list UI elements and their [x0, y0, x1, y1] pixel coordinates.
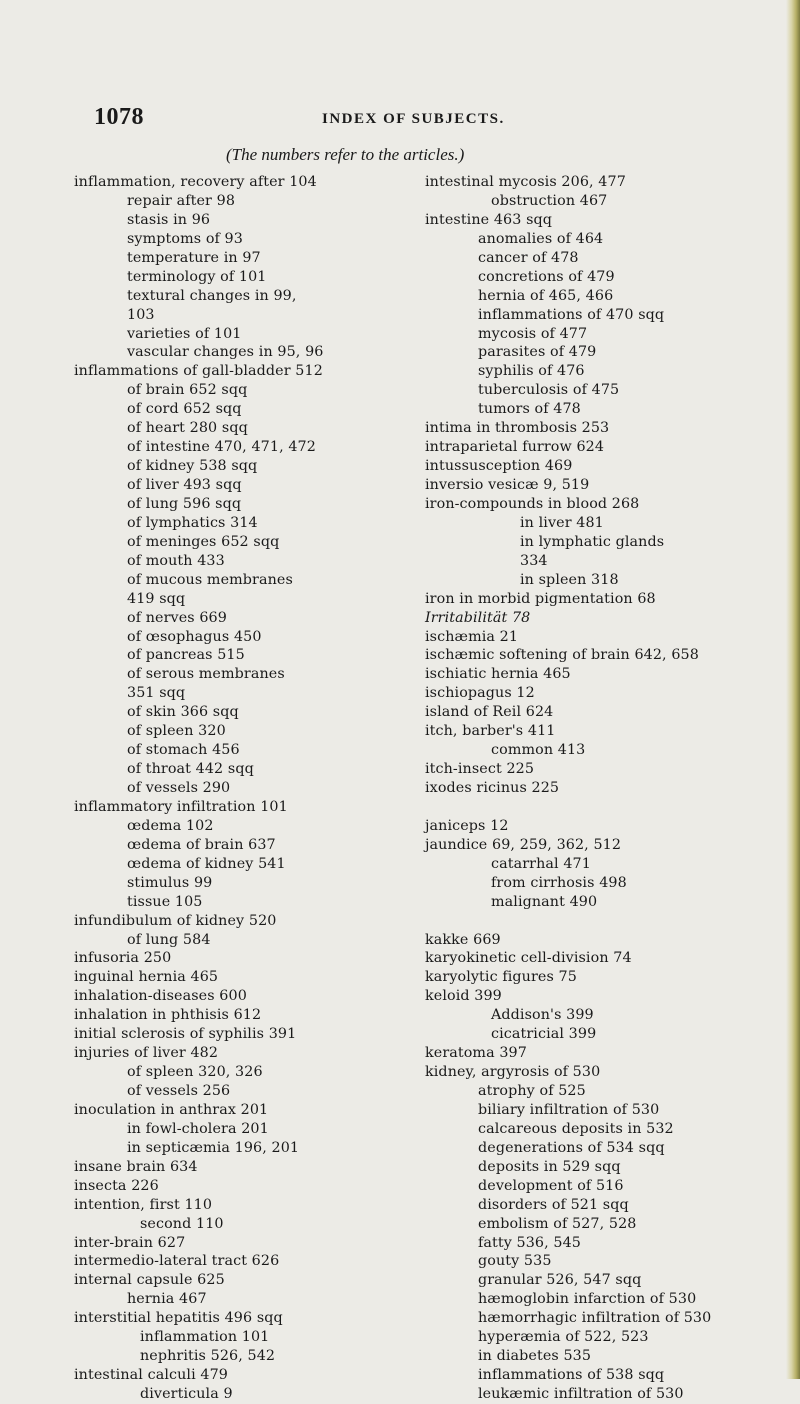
- index-entry: inhalation in phthisis 612: [74, 1007, 262, 1024]
- index-entry: atrophy of 525: [478, 1083, 586, 1099]
- index-entry: in liver 481: [520, 514, 604, 531]
- index-entry: calcareous deposits in 532: [478, 1120, 674, 1137]
- index-entry: fatty 536, 545: [478, 1234, 581, 1251]
- index-entry: karyokinetic cell-division 74: [425, 950, 632, 967]
- index-entry: keloid 399: [425, 988, 502, 1005]
- index-entry: leukæmic infiltration of 530: [478, 1386, 684, 1402]
- index-entry: temperature in 97: [127, 249, 261, 266]
- index-entry: inversio vesicæ 9, 519: [425, 477, 590, 493]
- index-entry: janiceps 12: [425, 817, 509, 834]
- index-entry: cancer of 478: [478, 249, 579, 266]
- index-entry: internal capsule 625: [74, 1272, 225, 1289]
- index-entry: iron in morbid pigmentation 68: [425, 590, 656, 607]
- index-entry: insane brain 634: [74, 1158, 198, 1175]
- index-entry: infundibulum of kidney 520: [74, 912, 277, 929]
- index-entry: itch-insect 225: [425, 761, 535, 778]
- index-entry: hernia 467: [127, 1291, 207, 1308]
- index-entry: repair after 98: [127, 192, 236, 209]
- index-entry: of lung 596 sqq: [127, 495, 242, 512]
- index-entry: of serous membranes: [127, 666, 285, 683]
- index-entry: from cirrhosis 498: [491, 874, 627, 891]
- index-entry: of skin 366 sqq: [127, 704, 239, 721]
- index-entry: textural changes in 99,: [127, 287, 297, 304]
- index-entry: ischiatic hernia 465: [425, 666, 571, 683]
- index-entry: ischæmic softening of brain 642, 658: [425, 647, 699, 664]
- index-entry: inter-brain 627: [74, 1234, 186, 1251]
- index-entry: Addison's 399: [491, 1007, 594, 1024]
- index-entry: of spleen 320: [127, 723, 226, 740]
- index-entry: of mouth 433: [127, 552, 225, 569]
- subnote: (The numbers refer to the articles.): [226, 145, 465, 164]
- index-entry: itch, barber's 411: [425, 723, 556, 740]
- index-entry: in diabetes 535: [478, 1348, 592, 1365]
- index-entry: in lymphatic glands: [520, 533, 665, 550]
- index-entry: of liver 493 sqq: [127, 477, 242, 493]
- index-entry: hæmorrhagic infiltration of 530: [478, 1310, 712, 1327]
- index-entry: injuries of liver 482: [74, 1045, 219, 1062]
- index-entry: parasites of 479: [478, 344, 597, 361]
- index-entry: œdema of kidney 541: [127, 855, 286, 872]
- index-entry: of vessels 256: [127, 1083, 231, 1099]
- index-entry: of throat 442 sqq: [127, 761, 254, 778]
- index-entry: iron-compounds in blood 268: [425, 495, 640, 512]
- right-index-column: [425, 173, 775, 1404]
- index-entry: 334: [520, 552, 548, 569]
- index-entry: development of 516: [478, 1177, 624, 1194]
- index-entry: of cord 652 sqq: [127, 401, 242, 418]
- index-entry: of œsophagus 450: [127, 628, 262, 645]
- index-section-gap: [425, 798, 775, 817]
- index-entry: jaundice 69, 259, 362, 512: [425, 836, 622, 853]
- index-entry: infusoria 250: [74, 950, 172, 967]
- left-index-column: [74, 173, 409, 1404]
- index-entry: embolism of 527, 528: [478, 1215, 637, 1232]
- index-entry: degenerations of 534 sqq: [478, 1139, 665, 1156]
- index-entry: of mucous membranes: [127, 571, 293, 588]
- index-entry: inguinal hernia 465: [74, 969, 219, 986]
- index-entry: Irritabilität 78: [425, 609, 531, 626]
- index-entry: intraparietal furrow 624: [425, 439, 605, 456]
- index-entry: of meninges 652 sqq: [127, 533, 280, 550]
- index-entry: kakke 669: [425, 931, 501, 948]
- index-entry: of lung 584: [127, 931, 211, 948]
- index-entry: granular 526, 547 sqq: [478, 1272, 642, 1289]
- index-entry: 419 sqq: [127, 590, 186, 607]
- index-entry: gouty 535: [478, 1253, 552, 1270]
- index-entry: inhalation-diseases 600: [74, 988, 247, 1005]
- index-entry: ixodes ricinus 225: [425, 780, 560, 796]
- index-entry: cicatricial 399: [491, 1026, 597, 1043]
- index-entry: island of Reil 624: [425, 704, 554, 721]
- index-entry: hernia of 465, 466: [478, 287, 614, 304]
- index-entry: kidney, argyrosis of 530: [425, 1064, 601, 1081]
- index-entry: concretions of 479: [478, 268, 615, 285]
- index-entry: hyperæmia of 522, 523: [478, 1329, 649, 1346]
- index-entry: inflammations of 470 sqq: [478, 306, 665, 323]
- index-entry: of spleen 320, 326: [127, 1064, 263, 1081]
- index-entry: varieties of 101: [127, 325, 242, 342]
- index-entry: inflammatory infiltration 101: [74, 798, 288, 815]
- index-entry: deposits in 529 sqq: [478, 1158, 621, 1175]
- index-entry: ischæmia 21: [425, 628, 519, 645]
- index-entry: of pancreas 515: [127, 647, 245, 664]
- index-entry: anomalies of 464: [478, 230, 604, 247]
- index-entry: nephritis 526, 542: [140, 1348, 276, 1365]
- index-entry: insecta 226: [74, 1177, 159, 1194]
- index-entry: in spleen 318: [520, 571, 619, 588]
- index-entry: 103: [127, 306, 155, 323]
- index-entry: syphilis of 476: [478, 363, 585, 380]
- index-entry: intestinal mycosis 206, 477: [425, 174, 626, 190]
- index-entry: of kidney 538 sqq: [127, 458, 258, 475]
- index-entry: second 110: [140, 1215, 224, 1232]
- index-entry: of vessels 290: [127, 780, 231, 796]
- index-entry: mycosis of 477: [478, 325, 588, 342]
- index-entry: tumors of 478: [478, 401, 581, 418]
- index-entry: terminology of 101: [127, 268, 267, 285]
- index-entry: intestine 463 sqq: [425, 211, 553, 228]
- index-entry: ischiopagus 12: [425, 685, 535, 702]
- index-entry: diverticula 9: [140, 1386, 233, 1402]
- index-entry: of lymphatics 314: [127, 514, 258, 531]
- index-entry: of brain 652 sqq: [127, 382, 248, 399]
- index-entry: stimulus 99: [127, 874, 213, 891]
- index-entry: biliary infiltration of 530: [478, 1101, 660, 1118]
- index-entry: stasis in 96: [127, 211, 211, 228]
- index-entry: keratoma 397: [425, 1045, 527, 1062]
- index-entry: karyolytic figures 75: [425, 969, 577, 986]
- index-entry: tuberculosis of 475: [478, 382, 620, 399]
- index-entry: common 413: [491, 742, 586, 759]
- index-entry: inflammations of 538 sqq: [478, 1367, 665, 1384]
- index-entry: intestinal calculi 479: [74, 1367, 228, 1384]
- index-entry: œdema of brain 637: [127, 836, 276, 853]
- index-entry: symptoms of 93: [127, 230, 243, 247]
- index-entry: vascular changes in 95, 96: [127, 344, 324, 361]
- index-entry: catarrhal 471: [491, 855, 591, 872]
- index-entry: tissue 105: [127, 893, 203, 910]
- index-entry: obstruction 467: [491, 192, 608, 209]
- page-number: 1078: [94, 104, 144, 130]
- index-entry: in fowl-cholera 201: [127, 1120, 269, 1137]
- running-head: INDEX OF SUBJECTS.: [322, 111, 505, 127]
- index-entry: of heart 280 sqq: [127, 420, 248, 437]
- index-entry: 351 sqq: [127, 685, 186, 702]
- index-section-gap: [425, 912, 775, 931]
- index-entry: inflammation, recovery after 104: [74, 174, 317, 190]
- index-entry: malignant 490: [491, 893, 598, 910]
- index-entry: hæmoglobin infarction of 530: [478, 1291, 697, 1308]
- index-entry: of nerves 669: [127, 609, 227, 626]
- page-edge: [786, 0, 800, 1379]
- index-entry: œdema 102: [127, 817, 214, 834]
- index-entry: of stomach 456: [127, 742, 240, 759]
- index-entry: intima in thrombosis 253: [425, 420, 610, 437]
- index-entry: of intestine 470, 471, 472: [127, 439, 316, 456]
- index-entry: intussusception 469: [425, 458, 573, 475]
- index-entry: in septicæmia 196, 201: [127, 1139, 300, 1156]
- index-entry: inflammation 101: [140, 1329, 270, 1346]
- index-entry: inoculation in anthrax 201: [74, 1101, 269, 1118]
- index-entry: inflammations of gall-bladder 512: [74, 363, 323, 380]
- index-entry: disorders of 521 sqq: [478, 1196, 629, 1213]
- index-entry: initial sclerosis of syphilis 391: [74, 1026, 297, 1043]
- index-entry: intermedio-lateral tract 626: [74, 1253, 280, 1270]
- index-entry: interstitial hepatitis 496 sqq: [74, 1310, 283, 1327]
- index-entry: intention, first 110: [74, 1196, 213, 1213]
